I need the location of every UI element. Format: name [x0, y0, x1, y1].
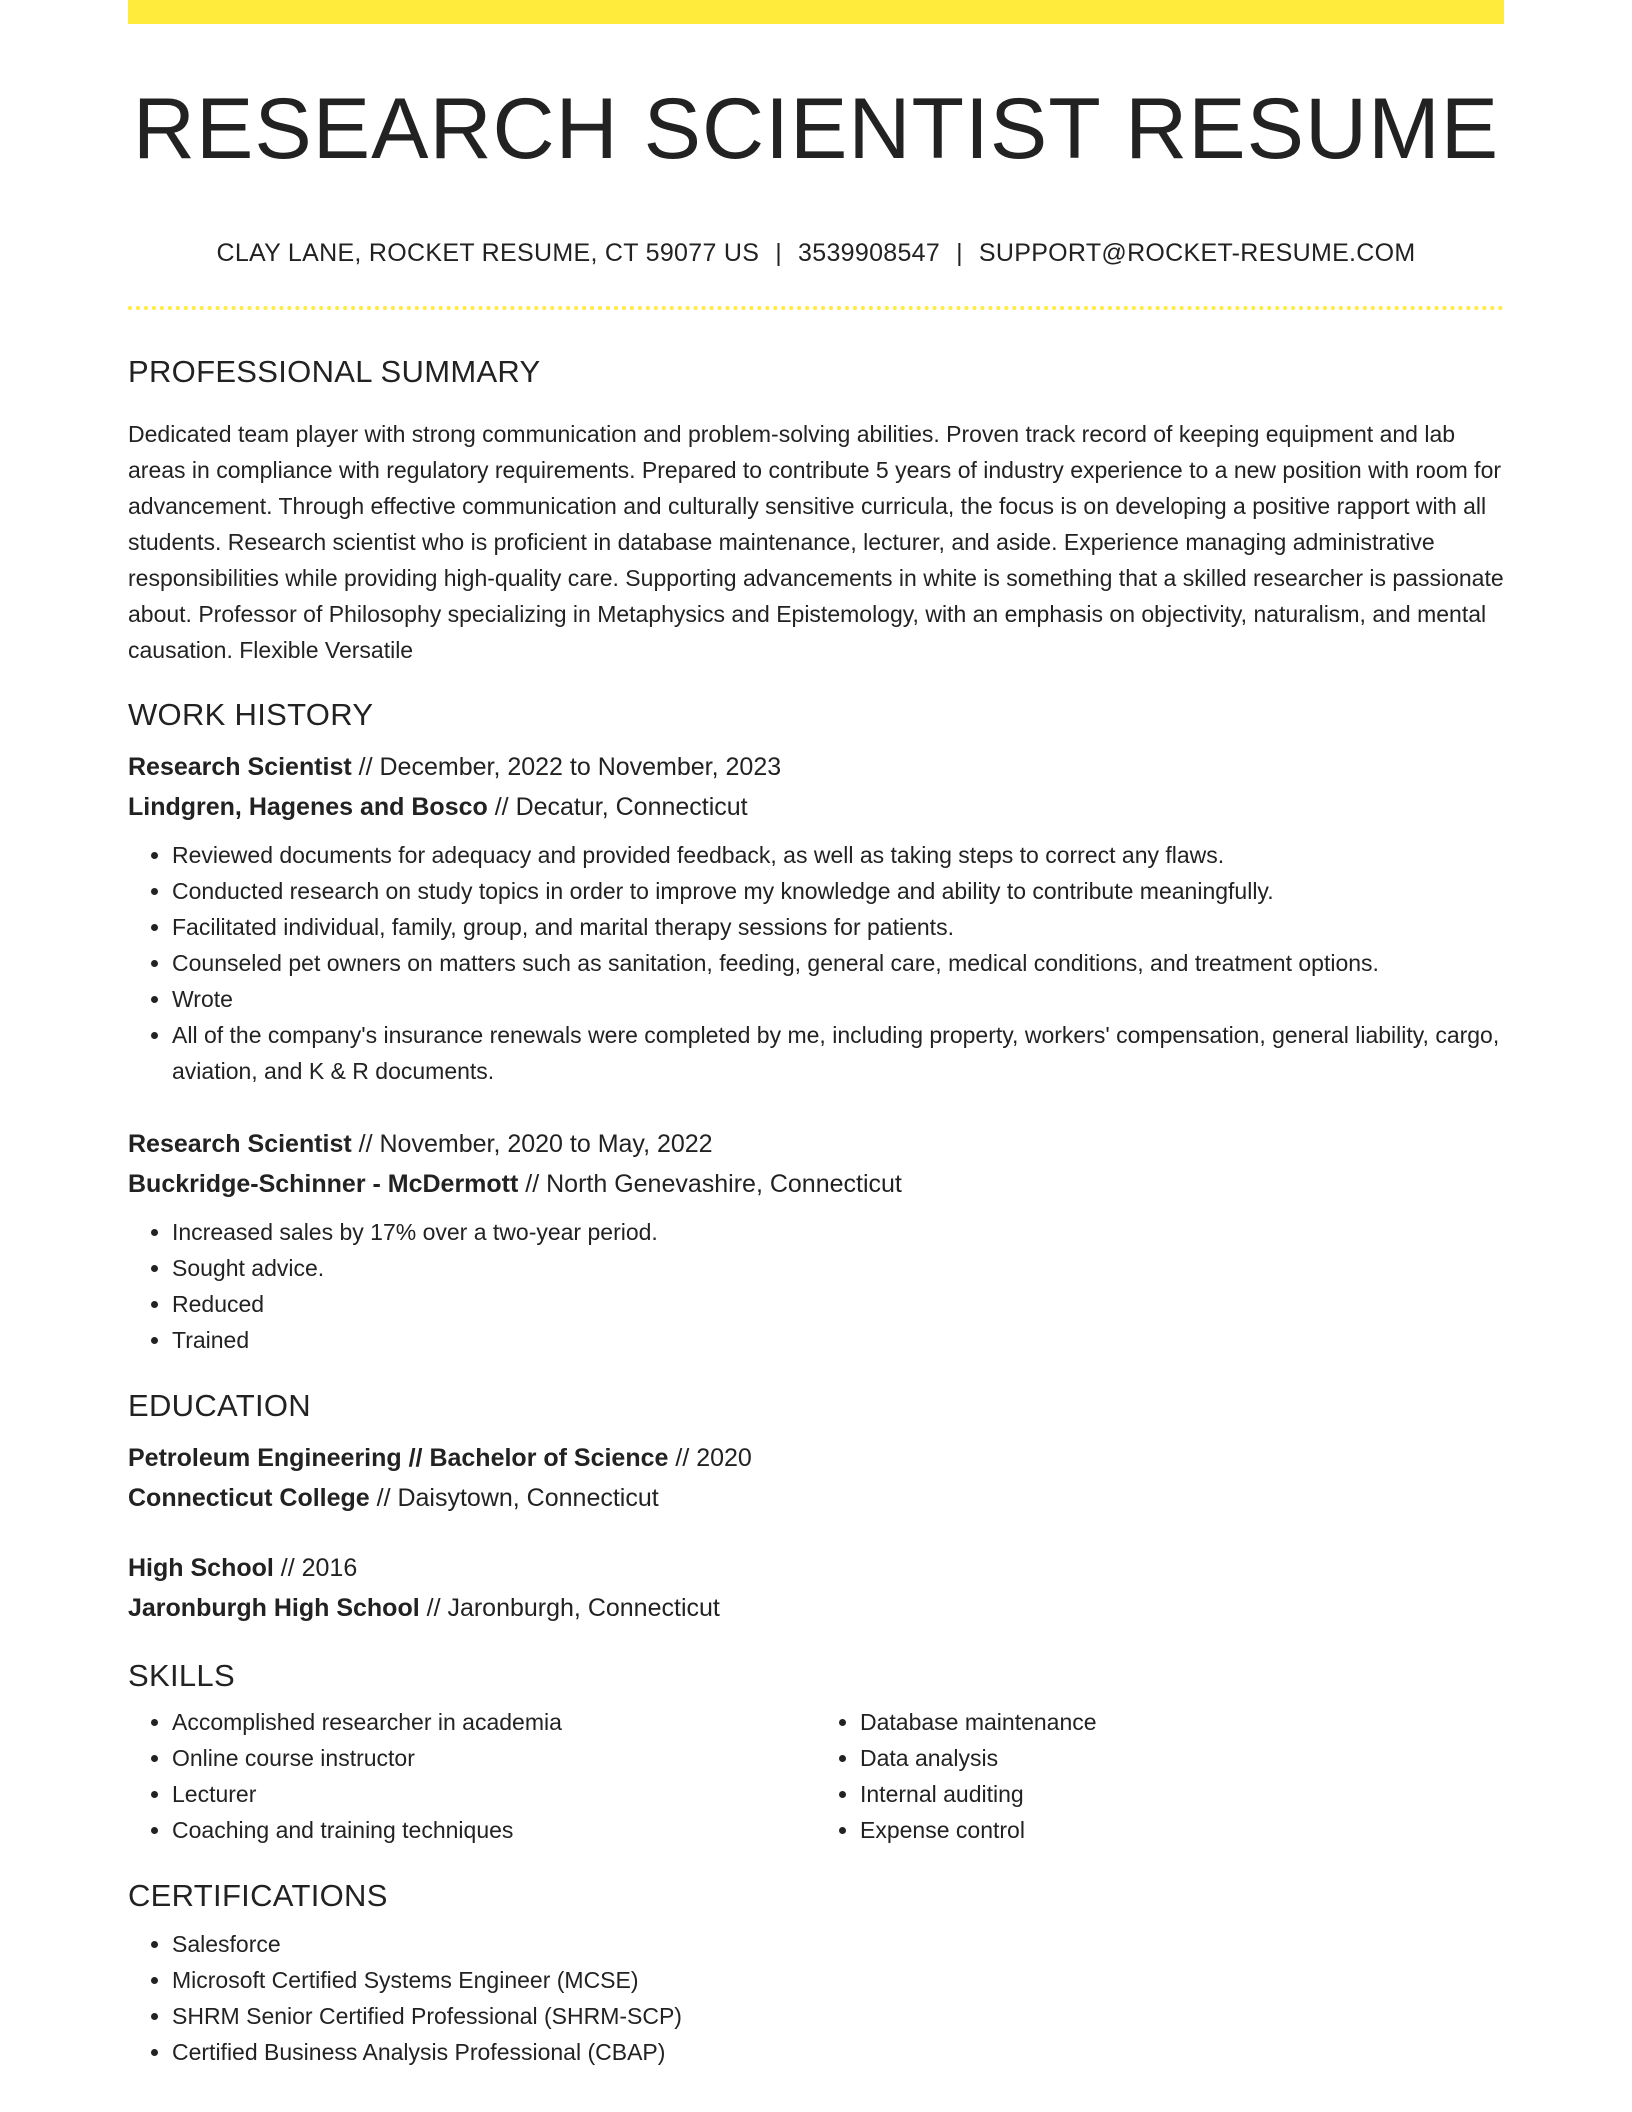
- skill-item: • Accomplished researcher in academia: [172, 1704, 816, 1740]
- education-school: Jaronburgh High School: [128, 1593, 420, 1622]
- education-location: // Daisytown, Connecticut: [369, 1483, 659, 1512]
- resume-content: [128, 24, 1504, 2070]
- certification-item: • SHRM Senior Certified Professional (SHRM-SCP): [172, 1998, 1504, 2034]
- education-degree-line: [128, 1438, 1504, 1478]
- skill-item: • Online course instructor: [172, 1740, 816, 1776]
- job-dates: // November, 2020 to May, 2022: [351, 1129, 713, 1158]
- job-company: Buckridge-Schinner - McDermott: [128, 1169, 519, 1198]
- job-dates: // December, 2022 to November, 2023: [351, 752, 782, 781]
- job-company-line: [128, 1164, 1504, 1204]
- education-school-line: [128, 1588, 1504, 1628]
- certifications-list: [128, 1926, 1504, 2070]
- certification-item: • Microsoft Certified Systems Engineer (MCSE): [172, 1962, 1504, 1998]
- job-bullets: [128, 1214, 1504, 1358]
- skill-item: • Lecturer: [172, 1776, 816, 1812]
- contact-line: [128, 239, 1504, 268]
- education-school: Connecticut College: [128, 1483, 370, 1512]
- job-bullet: • All of the company's insurance renewals were completed by me, including property, workers' compensation, general liability, cargo, aviation, and K & R documents.: [172, 1017, 1504, 1089]
- contact-email: SUPPORT@ROCKET-RESUME.COM: [978, 238, 1416, 267]
- skill-item: • Expense control: [860, 1812, 1504, 1848]
- skill-item: • Database maintenance: [860, 1704, 1504, 1740]
- education-heading: EDUCATION: [128, 1387, 311, 1423]
- summary-heading: PROFESSIONAL SUMMARY: [128, 353, 541, 389]
- job-bullet: • Facilitated individual, family, group, and marital therapy sessions for patients.: [172, 909, 1504, 945]
- job-title-line: [128, 1124, 1504, 1164]
- job-bullet: • Trained: [172, 1322, 1504, 1358]
- education-degree: Petroleum Engineering // Bachelor of Science: [128, 1443, 669, 1472]
- education-location: // Jaronburgh, Connecticut: [419, 1593, 720, 1622]
- job-bullet: • Counseled pet owners on matters such as sanitation, feeding, general care, medical conditions, and treatment options.: [172, 945, 1504, 981]
- education-entry: [128, 1438, 1504, 1518]
- contact-separator: |: [775, 238, 783, 267]
- education-degree-line: [128, 1548, 1504, 1588]
- contact-phone: 3539908547: [798, 238, 941, 267]
- education-school-line: [128, 1478, 1504, 1518]
- job-entry: [128, 747, 1504, 1089]
- job-company-line: [128, 787, 1504, 827]
- job-bullet: • Sought advice.: [172, 1250, 1504, 1286]
- skill-item: • Coaching and training techniques: [172, 1812, 816, 1848]
- resume-title: RESEARCH SCIENTIST RESUME: [132, 81, 1500, 177]
- job-bullet: • Reduced: [172, 1286, 1504, 1322]
- education-year: // 2016: [273, 1553, 358, 1582]
- skills-list-left: [128, 1704, 816, 1848]
- contact-address: CLAY LANE, ROCKET RESUME, CT 59077 US: [216, 238, 760, 267]
- job-bullet: • Reviewed documents for adequacy and provided feedback, as well as taking steps to correct any flaws.: [172, 837, 1504, 873]
- education-year: // 2020: [668, 1443, 752, 1472]
- job-bullets: [128, 837, 1504, 1089]
- job-location: // North Genevashire, Connecticut: [518, 1169, 902, 1198]
- skills-list-right: [816, 1704, 1504, 1848]
- top-accent-bar: [128, 0, 1504, 24]
- contact-separator: |: [956, 238, 963, 267]
- job-bullet: • Wrote: [172, 981, 1504, 1017]
- job-title-line: [128, 747, 1504, 787]
- skills-heading: SKILLS: [128, 1657, 235, 1693]
- job-location: // Decatur, Connecticut: [487, 792, 748, 821]
- job-title: Research Scientist: [128, 752, 352, 781]
- job-title: Research Scientist: [128, 1129, 352, 1158]
- work-history-heading: WORK HISTORY: [128, 696, 374, 732]
- job-entry: [128, 1124, 1504, 1358]
- certifications-heading: CERTIFICATIONS: [128, 1877, 388, 1913]
- dotted-divider: [128, 306, 1504, 310]
- summary-text: Dedicated team player with strong communication and problem-solving abilities. Proven track record of keeping equipment and lab areas in compliance with regulatory requirements. Prepared to contribute 5 years of industry experience to a new position with room for advancement. Through effective communication and culturally sensitive curricula, the focus is on developing a positive rapport with all students. Research scientist who is proficient in database maintenance, lecturer, and aside. Experience managing administrative responsibilities while providing high-quality care. Supporting advancements in white is something that a skilled researcher is passionate about. Professor of Philosophy specializing in Metaphysics and Epistemology, with an emphasis on objectivity, naturalism, and mental causation. Flexible Versatile: [128, 420, 1504, 663]
- certification-item: • Salesforce: [172, 1926, 1504, 1962]
- skill-item: • Internal auditing: [860, 1776, 1504, 1812]
- skills-columns: [128, 1704, 1504, 1848]
- education-degree: High School: [128, 1553, 274, 1582]
- certification-item: • Certified Business Analysis Professional (CBAP): [172, 2034, 1504, 2070]
- job-bullet: • Conducted research on study topics in order to improve my knowledge and ability to contribute meaningfully.: [172, 873, 1504, 909]
- skill-item: • Data analysis: [860, 1740, 1504, 1776]
- job-bullet: • Increased sales by 17% over a two-year period.: [172, 1214, 1504, 1250]
- job-company: Lindgren, Hagenes and Bosco: [128, 792, 488, 821]
- education-entry: [128, 1548, 1504, 1628]
